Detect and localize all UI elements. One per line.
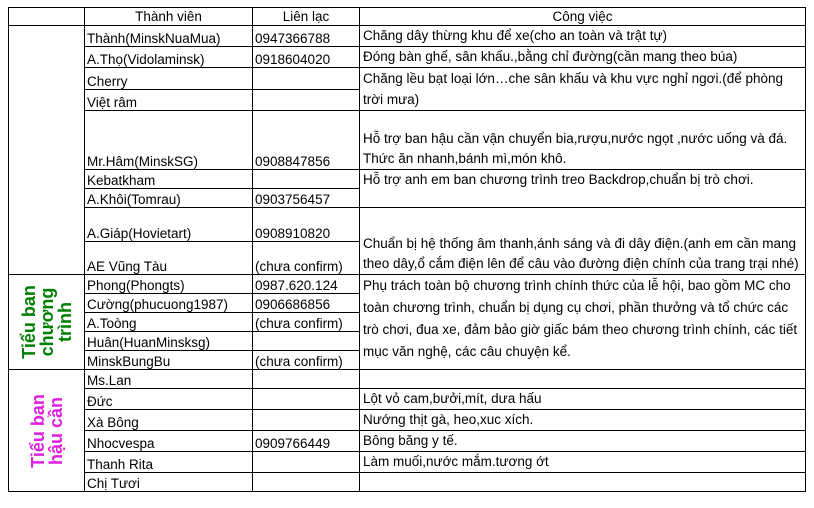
member-cell: Phong(Phongts) (85, 275, 253, 294)
work-cell: Lột vỏ cam,bưởi,mít, dưa hấu (360, 389, 806, 410)
member-cell: Xà Bông (85, 410, 253, 431)
member-cell: Huân(HuanMinsksg) (85, 332, 253, 351)
work-cell: Hỗ trợ anh em ban chương trình treo Backdrop,chuẩn bị trò chơi. (360, 170, 806, 208)
work-cell: Đóng bàn ghế, sân khấu.,bằng chỉ đường(cần mang theo búa) (360, 47, 806, 68)
member-cell: Việt râm (85, 89, 253, 111)
work-cell (360, 370, 806, 389)
contact-cell: 0947366788 (253, 26, 360, 47)
member-cell: Thành(MinskNuaMua) (85, 26, 253, 47)
table-row (9, 68, 806, 90)
member-cell: Kebatkham (85, 170, 253, 189)
contact-cell: 0987.620.124 (253, 275, 360, 294)
table-row (9, 26, 806, 47)
contact-cell (253, 370, 360, 389)
table-row (9, 111, 806, 170)
member-cell: Chị Tươi (85, 473, 253, 492)
member-cell: Đức (85, 389, 253, 410)
work-cell: Nướng thịt gà, heo,xuc xích. (360, 410, 806, 431)
member-cell: A.Toòng (85, 313, 253, 332)
table-row (9, 370, 806, 389)
work-cell: Chăng dây thừng khu để xe(cho an toàn và trật tự) (360, 26, 806, 47)
work-cell: Chuẩn bị hệ thống âm thanh,ánh sáng và đi dây điện.(anh em cần mang theo dây,ổ cắm điện lên để câu vào đường điện chính của trang trại nhé) (360, 208, 806, 275)
contact-cell: 0909766449 (253, 431, 360, 452)
contact-cell: (chưa confirm) (253, 242, 360, 275)
member-cell: AE Vũng Tàu (85, 242, 253, 275)
work-cell (360, 473, 806, 492)
group-facilities (9, 26, 85, 275)
table-row (9, 208, 806, 242)
header-row (9, 8, 806, 26)
member-cell: Ms.Lan (85, 370, 253, 389)
table-row (9, 410, 806, 431)
contact-cell: 0908910820 (253, 208, 360, 242)
contact-cell (253, 332, 360, 351)
assignment-table (8, 7, 806, 492)
member-cell: Cherry (85, 68, 253, 90)
member-cell: A.Thọ(Vidolaminsk) (85, 47, 253, 68)
contact-cell (253, 473, 360, 492)
contact-cell: 0918604020 (253, 47, 360, 68)
work-cell: Chăng lều bạt loại lớn…che sân khấu và khu vực nghỉ ngơi.(để phòng trời mưa) (360, 68, 806, 111)
contact-cell (253, 389, 360, 410)
contact-cell (253, 410, 360, 431)
member-cell: Nhocvespa (85, 431, 253, 452)
header-work: Công việc (360, 8, 806, 26)
header-contact: Liên lạc (253, 8, 360, 26)
contact-cell: 0908847856 (253, 111, 360, 170)
work-cell: Phụ trách toàn bộ chương trình chính thức của lễ hội, bao gồm MC cho toàn chương trình, chuẩn bị dụng cụ chơi, phần thưởng và tổ chức các trò chơi, đua xe, đảm bảo giờ giấc bám theo chương trình chính, các tiết mục văn nghệ, các câu chuyện kể. (360, 275, 806, 370)
contact-cell (253, 68, 360, 90)
contact-cell (253, 89, 360, 111)
table-row (9, 275, 806, 294)
group-program-label: Tiểu ban chương trình (18, 285, 75, 359)
table-row (9, 170, 806, 189)
header-member: Thành viên (85, 8, 253, 26)
contact-cell: (chưa confirm) (253, 351, 360, 370)
contact-cell (253, 452, 360, 473)
contact-cell: (chưa confirm) (253, 313, 360, 332)
group-logistics-label: Tiểu ban hậu cần (27, 393, 66, 468)
work-cell: Làm muối,nước mắm.tương ớt (360, 452, 806, 473)
work-cell: Bông băng y tế. (360, 431, 806, 452)
table-row (9, 47, 806, 68)
member-cell: Mr.Hâm(MinskSG) (85, 111, 253, 170)
contact-cell (253, 170, 360, 189)
member-cell: Thanh Rita (85, 452, 253, 473)
group-logistics (9, 370, 85, 492)
member-cell: A.Giáp(Hovietart) (85, 208, 253, 242)
member-cell: Cường(phucuong1987) (85, 294, 253, 313)
group-program (9, 275, 85, 370)
table-row (9, 431, 806, 452)
member-cell: A.Khôi(Tomrau) (85, 189, 253, 208)
table-row (9, 452, 806, 473)
table-row (9, 389, 806, 410)
work-cell: Hỗ trợ ban hậu cần vận chuyển bia,rượu,nước ngọt ,nước uống và đá. Thức ăn nhanh,bánh mì,món khô. (360, 111, 806, 170)
header-corner (9, 8, 85, 26)
member-cell: MinskBungBu (85, 351, 253, 370)
contact-cell: 0906686856 (253, 294, 360, 313)
table-row (9, 473, 806, 492)
contact-cell: 0903756457 (253, 189, 360, 208)
